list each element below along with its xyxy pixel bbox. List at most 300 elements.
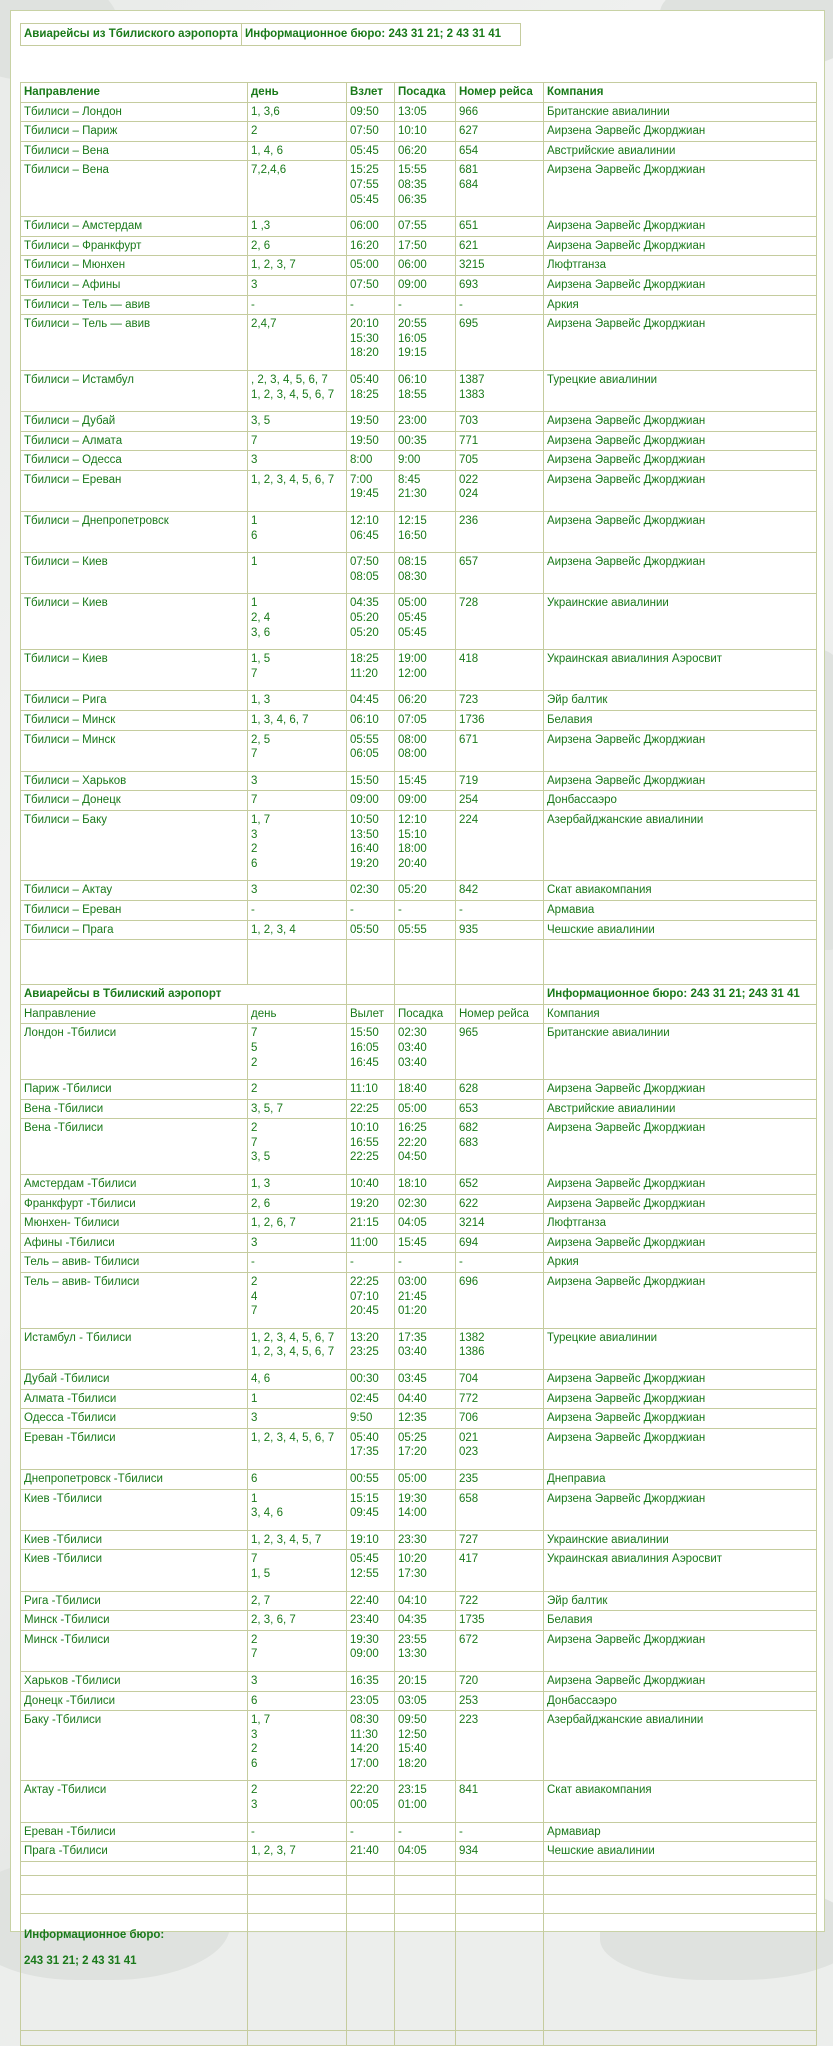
arrival-time-cell bbox=[395, 217, 456, 237]
arrival-time-cell bbox=[395, 1591, 456, 1611]
flight-number-cell-line: 024 bbox=[459, 488, 479, 501]
days-cell bbox=[248, 161, 347, 217]
days-cell bbox=[248, 141, 347, 161]
arrival-time-cell-line: 03:00 bbox=[398, 1276, 427, 1289]
airline-cell-line: Аирзена Эарвейс Джорджиан bbox=[547, 1674, 706, 1687]
empty-cell bbox=[544, 1875, 817, 1894]
airline-cell-line: Чешские авиалинии bbox=[547, 923, 655, 936]
table-row bbox=[21, 1842, 817, 1862]
route-cell bbox=[21, 295, 248, 315]
departure-time-cell bbox=[347, 470, 395, 511]
column-header: Компания bbox=[544, 1004, 817, 1024]
column-header: Компания bbox=[544, 83, 817, 103]
airline-cell bbox=[544, 1530, 817, 1550]
days-cell-line: 1 bbox=[251, 597, 258, 610]
departure-time-cell-line: 19:20 bbox=[350, 1197, 379, 1210]
arrival-time-cell-line: 19:00 bbox=[398, 653, 427, 666]
days-cell-line: 7 bbox=[251, 794, 258, 807]
table-row bbox=[21, 141, 817, 161]
departure-time-cell-line: 05:55 bbox=[350, 733, 379, 746]
column-header: Номер рейса bbox=[456, 83, 544, 103]
airline-cell-line: Британские авиалинии bbox=[547, 1027, 670, 1040]
airline-cell bbox=[544, 1630, 817, 1671]
departure-time-cell-line: 02:45 bbox=[350, 1392, 379, 1405]
footer-phone-numbers: 243 31 21; 2 43 31 41 bbox=[24, 1955, 137, 1968]
flight-number-cell bbox=[456, 236, 544, 256]
arrival-time-cell bbox=[395, 1630, 456, 1671]
route-cell bbox=[21, 730, 248, 771]
departure-time-cell bbox=[347, 512, 395, 553]
column-header: Направление bbox=[21, 83, 248, 103]
table-row bbox=[21, 1469, 817, 1489]
arrival-time-cell-line: 12:00 bbox=[398, 667, 427, 680]
airline-cell bbox=[544, 1781, 817, 1822]
days-cell-line: 7 bbox=[251, 434, 258, 447]
flight-number-cell-line: 023 bbox=[459, 1446, 479, 1459]
days-cell bbox=[248, 900, 347, 920]
arrival-time-cell-line: 10:20 bbox=[398, 1553, 427, 1566]
airline-cell-line: Украинская авиалиния Аэросвит bbox=[547, 1553, 723, 1566]
arrival-time-cell bbox=[395, 1233, 456, 1253]
route-cell bbox=[21, 771, 248, 791]
departure-time-cell-line: 09:00 bbox=[350, 1648, 379, 1661]
airline-cell-line: Аирзена Эарвейс Джорджиан bbox=[547, 239, 706, 252]
airline-cell-line: Аирзена Эарвейс Джорджиан bbox=[547, 1492, 706, 1505]
empty-cell bbox=[21, 1861, 248, 1875]
departure-time-cell-line: 11:20 bbox=[350, 667, 378, 680]
days-cell-line: 3 bbox=[251, 828, 258, 841]
table-row bbox=[21, 553, 817, 594]
airline-cell-line: Аирзена Эарвейс Джорджиан bbox=[547, 318, 706, 331]
flight-number-cell bbox=[456, 1194, 544, 1214]
route-cell bbox=[21, 141, 248, 161]
airline-cell bbox=[544, 295, 817, 315]
route-cell bbox=[21, 122, 248, 142]
days-cell-line: - bbox=[251, 298, 255, 311]
flight-number-cell-line: 935 bbox=[459, 923, 479, 936]
empty-cell bbox=[456, 1894, 544, 1913]
empty-cell bbox=[544, 1861, 817, 1875]
route-cell bbox=[21, 1611, 248, 1631]
airline-cell-line: Скат авиакомпания bbox=[547, 884, 652, 897]
departure-time-cell bbox=[347, 122, 395, 142]
arrival-time-cell bbox=[395, 1099, 456, 1119]
days-cell-line: 2 bbox=[251, 1083, 258, 1096]
days-cell bbox=[248, 791, 347, 811]
flight-number-cell-line: 1387 bbox=[459, 373, 485, 386]
arrival-time-cell-line: 14:00 bbox=[398, 1507, 427, 1520]
column-header: Вылет bbox=[347, 1004, 395, 1024]
days-cell-line: 2 bbox=[251, 843, 258, 856]
departure-time-cell-line: 00:55 bbox=[350, 1472, 379, 1485]
arrival-time-cell bbox=[395, 691, 456, 711]
route-cell bbox=[21, 1428, 248, 1469]
airline-cell bbox=[544, 470, 817, 511]
departure-time-cell-line: 09:50 bbox=[350, 105, 379, 118]
airline-cell-line: Аирзена Эарвейс Джорджиан bbox=[547, 1236, 706, 1249]
days-cell bbox=[248, 102, 347, 122]
airline-cell bbox=[544, 1099, 817, 1119]
days-cell bbox=[248, 1469, 347, 1489]
days-cell-line: 1, 2, 6, 7 bbox=[251, 1217, 296, 1230]
days-cell-line: 3, 5 bbox=[251, 415, 271, 428]
flight-number-cell-line: 253 bbox=[459, 1694, 479, 1707]
empty-cell bbox=[395, 985, 456, 1005]
airline-cell bbox=[544, 1233, 817, 1253]
airline-cell bbox=[544, 315, 817, 371]
empty-cell bbox=[395, 1894, 456, 1913]
arrival-time-cell bbox=[395, 1469, 456, 1489]
days-cell bbox=[248, 594, 347, 650]
flight-number-cell-line: 223 bbox=[459, 1714, 479, 1727]
route-cell-line: Тбилиси – Днепропетровск bbox=[24, 515, 169, 528]
footer-info-row bbox=[21, 1913, 817, 2030]
arrival-time-cell-line: 8:45 bbox=[398, 473, 421, 486]
days-cell bbox=[248, 1389, 347, 1409]
days-cell-line: 6 bbox=[251, 857, 258, 870]
departure-time-cell bbox=[347, 1611, 395, 1631]
airline-cell bbox=[544, 730, 817, 771]
arrival-time-cell bbox=[395, 315, 456, 371]
table-row bbox=[21, 1530, 817, 1550]
route-cell bbox=[21, 1080, 248, 1100]
route-cell-line: Тбилиси – Лондон bbox=[24, 105, 122, 118]
days-cell-line: 4, 6 bbox=[251, 1373, 271, 1385]
departure-time-cell bbox=[347, 1214, 395, 1234]
arrival-time-cell-line: 18:40 bbox=[398, 1083, 427, 1096]
departure-time-cell-line: 13:50 bbox=[350, 828, 379, 841]
empty-cell bbox=[347, 1913, 395, 2030]
airline-cell bbox=[544, 1080, 817, 1100]
departure-time-cell-line: 07:50 bbox=[350, 278, 379, 291]
departure-time-cell-line: 08:05 bbox=[350, 570, 379, 583]
column-header: Посадка bbox=[395, 1004, 456, 1024]
days-cell-line: 2, 6 bbox=[251, 239, 271, 252]
departure-time-cell bbox=[347, 1550, 395, 1591]
flight-number-cell bbox=[456, 771, 544, 791]
departure-time-cell-line: 12:55 bbox=[350, 1567, 379, 1580]
departure-time-cell-line: 05:45 bbox=[350, 193, 379, 206]
departure-time-cell bbox=[347, 1328, 395, 1369]
departure-time-cell-line: 23:40 bbox=[350, 1614, 379, 1627]
flight-number-cell bbox=[456, 1711, 544, 1781]
days-cell bbox=[248, 1489, 347, 1530]
days-cell bbox=[248, 1214, 347, 1234]
airline-cell bbox=[544, 881, 817, 901]
route-cell-line: Рига -Тбилиси bbox=[24, 1594, 101, 1607]
flight-number-cell bbox=[456, 1781, 544, 1822]
days-cell-line: 2, 5 bbox=[251, 733, 271, 746]
arrival-time-cell bbox=[395, 295, 456, 315]
days-cell bbox=[248, 1119, 347, 1175]
departure-time-cell-line: 09:00 bbox=[350, 794, 379, 807]
departure-time-cell bbox=[347, 217, 395, 237]
route-cell-line: Алмата -Тбилиси bbox=[24, 1392, 117, 1405]
empty-cell bbox=[248, 940, 347, 985]
airline-cell-line: Донбассаэро bbox=[547, 794, 617, 807]
empty-cell bbox=[21, 2030, 248, 2045]
flight-number-cell-line: 695 bbox=[459, 318, 479, 331]
arrival-time-cell-line: 07:05 bbox=[398, 714, 427, 726]
departure-time-cell bbox=[347, 1175, 395, 1195]
flight-number-cell bbox=[456, 412, 544, 432]
airline-cell-line: Турецкие авиалинии bbox=[547, 1331, 658, 1344]
departure-time-cell-line: 21:40 bbox=[350, 1845, 379, 1858]
days-cell bbox=[248, 1024, 347, 1080]
airline-cell bbox=[544, 1671, 817, 1691]
days-cell bbox=[248, 236, 347, 256]
arrival-time-cell bbox=[395, 470, 456, 511]
days-cell bbox=[248, 451, 347, 471]
flight-number-cell-line: 236 bbox=[459, 515, 479, 528]
days-cell-line: 1, 3 bbox=[251, 694, 271, 707]
arrival-time-cell bbox=[395, 1550, 456, 1591]
table-row bbox=[21, 1671, 817, 1691]
empty-cell bbox=[395, 1913, 456, 2030]
flight-number-cell-line: 627 bbox=[459, 125, 479, 138]
arrival-time-cell-line: 03:40 bbox=[398, 1056, 427, 1069]
route-cell-line: Тбилиси – Одесса bbox=[24, 454, 122, 467]
route-cell bbox=[21, 315, 248, 371]
flight-number-cell bbox=[456, 1489, 544, 1530]
days-cell bbox=[248, 370, 347, 411]
days-cell-line: 7,2,4,6 bbox=[251, 164, 287, 177]
departure-time-cell bbox=[347, 810, 395, 880]
arrival-time-cell bbox=[395, 900, 456, 920]
days-cell bbox=[248, 122, 347, 142]
airline-cell bbox=[544, 256, 817, 276]
airline-cell bbox=[544, 431, 817, 451]
days-cell-line: 3 bbox=[251, 1728, 258, 1741]
arrival-time-cell-line: 17:50 bbox=[398, 239, 427, 252]
spacer-row bbox=[21, 940, 817, 985]
departure-time-cell-line: 16:55 bbox=[350, 1136, 379, 1149]
table-row bbox=[21, 451, 817, 471]
flight-number-cell-line: 704 bbox=[459, 1373, 479, 1385]
arrival-time-cell bbox=[395, 711, 456, 731]
days-cell bbox=[248, 1080, 347, 1100]
empty-cell bbox=[544, 2030, 817, 2045]
airline-cell-line: Аирзена Эарвейс Джорджиан bbox=[547, 1083, 706, 1096]
departure-time-cell-line: 18:25 bbox=[350, 653, 379, 666]
flight-number-cell-line: 1736 bbox=[459, 714, 485, 726]
flight-number-cell bbox=[456, 594, 544, 650]
route-cell-line: Франкфурт -Тбилиси bbox=[24, 1197, 136, 1210]
route-cell bbox=[21, 1591, 248, 1611]
route-cell-line: Баку -Тбилиси bbox=[24, 1714, 102, 1727]
airline-cell-line: Аирзена Эарвейс Джорджиан bbox=[547, 1276, 706, 1289]
airline-cell bbox=[544, 1489, 817, 1530]
days-cell-line: 3 bbox=[251, 774, 258, 787]
days-cell bbox=[248, 470, 347, 511]
arrival-time-cell-line: 05:45 bbox=[398, 612, 427, 625]
flight-number-cell-line: 772 bbox=[459, 1392, 479, 1405]
table-row bbox=[21, 412, 817, 432]
flight-number-cell bbox=[456, 470, 544, 511]
days-cell bbox=[248, 1175, 347, 1195]
arrival-time-cell bbox=[395, 412, 456, 432]
footer-info-label: Информационное бюро: bbox=[24, 1928, 165, 1941]
flight-number-cell bbox=[456, 810, 544, 880]
flight-number-cell bbox=[456, 1024, 544, 1080]
column-header-row bbox=[21, 1004, 817, 1024]
days-cell bbox=[248, 691, 347, 711]
days-cell bbox=[248, 1273, 347, 1329]
arrivals-info-bureau: Информационное бюро: 243 31 21; 243 31 41 bbox=[544, 985, 817, 1005]
airline-cell bbox=[544, 1469, 817, 1489]
route-cell bbox=[21, 1175, 248, 1195]
route-cell-line: Тель – авив- Тбилиси bbox=[24, 1256, 140, 1269]
days-cell bbox=[248, 1194, 347, 1214]
empty-cell bbox=[347, 985, 395, 1005]
arrival-time-cell bbox=[395, 1253, 456, 1273]
flight-number-cell-line: 1386 bbox=[459, 1346, 485, 1359]
arrival-time-cell-line: 07:55 bbox=[398, 220, 427, 233]
flight-number-cell bbox=[456, 730, 544, 771]
arrival-time-cell-line: 17:35 bbox=[398, 1331, 427, 1344]
departure-time-cell-line: 22:40 bbox=[350, 1594, 379, 1607]
airline-cell-line: Белавия bbox=[547, 714, 593, 726]
route-cell-line: Тбилиси – Прага bbox=[24, 923, 114, 936]
departure-time-cell bbox=[347, 791, 395, 811]
days-cell-line: 5 bbox=[251, 1041, 258, 1054]
days-cell-line: 7 bbox=[251, 1305, 258, 1318]
arrival-time-cell-line: 09:00 bbox=[398, 278, 427, 291]
days-cell-line: 7 bbox=[251, 748, 258, 761]
table-row bbox=[21, 1233, 817, 1253]
days-cell-line: 6 bbox=[251, 1472, 258, 1485]
arrival-time-cell-line: 15:40 bbox=[398, 1743, 427, 1756]
table-row bbox=[21, 1550, 817, 1591]
table-row bbox=[21, 102, 817, 122]
days-cell-line: 2 bbox=[251, 1633, 258, 1646]
arrival-time-cell-line: 16:25 bbox=[398, 1122, 427, 1135]
arrival-time-cell bbox=[395, 1273, 456, 1329]
days-cell bbox=[248, 1233, 347, 1253]
flight-number-cell-line: 841 bbox=[459, 1784, 479, 1797]
departure-time-cell-line: - bbox=[350, 1256, 354, 1269]
days-cell-line: - bbox=[251, 1825, 255, 1838]
departure-time-cell bbox=[347, 1370, 395, 1390]
arrival-time-cell-line: 09:50 bbox=[398, 1714, 427, 1727]
departure-time-cell-line: 18:20 bbox=[350, 347, 379, 360]
days-cell-line: , 2, 3, 4, 5, 6, 7 bbox=[251, 373, 328, 386]
departure-time-cell bbox=[347, 691, 395, 711]
airline-cell bbox=[544, 1842, 817, 1862]
flight-number-cell-line: 703 bbox=[459, 415, 479, 428]
route-cell bbox=[21, 161, 248, 217]
departure-time-cell-line: 19:30 bbox=[350, 1633, 379, 1646]
route-cell-line: Одесса -Тбилиси bbox=[24, 1412, 117, 1425]
route-cell bbox=[21, 1489, 248, 1530]
flight-number-cell-line: 658 bbox=[459, 1492, 479, 1505]
arrival-time-cell-line: 21:45 bbox=[398, 1290, 427, 1303]
airline-cell-line: Люфтганза bbox=[547, 1217, 607, 1230]
schedule-table bbox=[20, 82, 817, 2046]
departure-time-cell-line: 09:45 bbox=[350, 1507, 379, 1520]
route-cell bbox=[21, 1550, 248, 1591]
arrival-time-cell-line: 15:55 bbox=[398, 164, 427, 177]
table-row bbox=[21, 1119, 817, 1175]
route-cell bbox=[21, 1469, 248, 1489]
days-cell bbox=[248, 1428, 347, 1469]
column-header: день bbox=[248, 83, 347, 103]
table-row bbox=[21, 1194, 817, 1214]
route-cell-line: Вена -Тбилиси bbox=[24, 1102, 104, 1115]
arrival-time-cell bbox=[395, 370, 456, 411]
column-header: Взлет bbox=[347, 83, 395, 103]
days-cell bbox=[248, 1409, 347, 1429]
days-cell bbox=[248, 1711, 347, 1781]
departure-time-cell-line: 9:50 bbox=[350, 1412, 373, 1425]
arrival-time-cell-line: 06:10 bbox=[398, 373, 427, 386]
departure-time-cell bbox=[347, 900, 395, 920]
airline-cell-line: Армавиар bbox=[547, 1825, 601, 1838]
days-cell-line: 2, 6 bbox=[251, 1197, 271, 1210]
flight-number-cell-line: 966 bbox=[459, 105, 479, 118]
route-cell bbox=[21, 1194, 248, 1214]
airline-cell-line: Аирзена Эарвейс Джорджиан bbox=[547, 1412, 706, 1425]
flight-number-cell-line: 934 bbox=[459, 1845, 479, 1858]
departure-time-cell bbox=[347, 1119, 395, 1175]
airline-cell bbox=[544, 1024, 817, 1080]
arrival-time-cell bbox=[395, 512, 456, 553]
table-row bbox=[21, 1273, 817, 1329]
arrival-time-cell bbox=[395, 810, 456, 880]
empty-cell bbox=[456, 985, 544, 1005]
route-cell bbox=[21, 900, 248, 920]
departure-time-cell-line: 08:30 bbox=[350, 1714, 379, 1727]
days-cell-line: 3 bbox=[251, 1799, 258, 1812]
table-row bbox=[21, 1409, 817, 1429]
days-cell-line: 4 bbox=[251, 1290, 258, 1303]
table-row bbox=[21, 1691, 817, 1711]
flight-number-cell bbox=[456, 1099, 544, 1119]
airline-cell bbox=[544, 1389, 817, 1409]
departure-time-cell bbox=[347, 1691, 395, 1711]
table-row bbox=[21, 1024, 817, 1080]
departure-time-cell-line: 16:20 bbox=[350, 239, 379, 252]
route-cell bbox=[21, 370, 248, 411]
airline-cell bbox=[544, 1273, 817, 1329]
days-cell-line: 1 bbox=[251, 1492, 258, 1505]
table-row bbox=[21, 1099, 817, 1119]
arrival-time-cell bbox=[395, 730, 456, 771]
arrival-time-cell-line: 16:05 bbox=[398, 332, 427, 345]
arrival-time-cell-line: 05:25 bbox=[398, 1431, 427, 1444]
days-cell bbox=[248, 1691, 347, 1711]
departure-time-cell bbox=[347, 1711, 395, 1781]
route-cell-line: Тбилиси – Киев bbox=[24, 556, 108, 569]
flight-number-cell-line: 682 bbox=[459, 1122, 479, 1135]
days-cell-line: 3, 4, 6 bbox=[251, 1507, 283, 1520]
empty-cell bbox=[544, 1913, 817, 2030]
airline-cell-line: Аирзена Эарвейс Джорджиан bbox=[547, 454, 706, 467]
airline-cell bbox=[544, 1119, 817, 1175]
days-cell bbox=[248, 1530, 347, 1550]
airline-cell-line: Аирзена Эарвейс Джорджиан bbox=[547, 164, 706, 177]
flight-number-cell-line: 671 bbox=[459, 733, 479, 746]
column-header-row bbox=[21, 83, 817, 103]
flight-number-cell bbox=[456, 1175, 544, 1195]
arrival-time-cell bbox=[395, 161, 456, 217]
flight-number-cell bbox=[456, 1611, 544, 1631]
arrival-time-cell-line: 20:40 bbox=[398, 857, 427, 870]
route-cell bbox=[21, 1119, 248, 1175]
flight-number-cell-line: 684 bbox=[459, 178, 479, 191]
route-cell bbox=[21, 431, 248, 451]
airline-cell-line: Аирзена Эарвейс Джорджиан bbox=[547, 220, 706, 233]
